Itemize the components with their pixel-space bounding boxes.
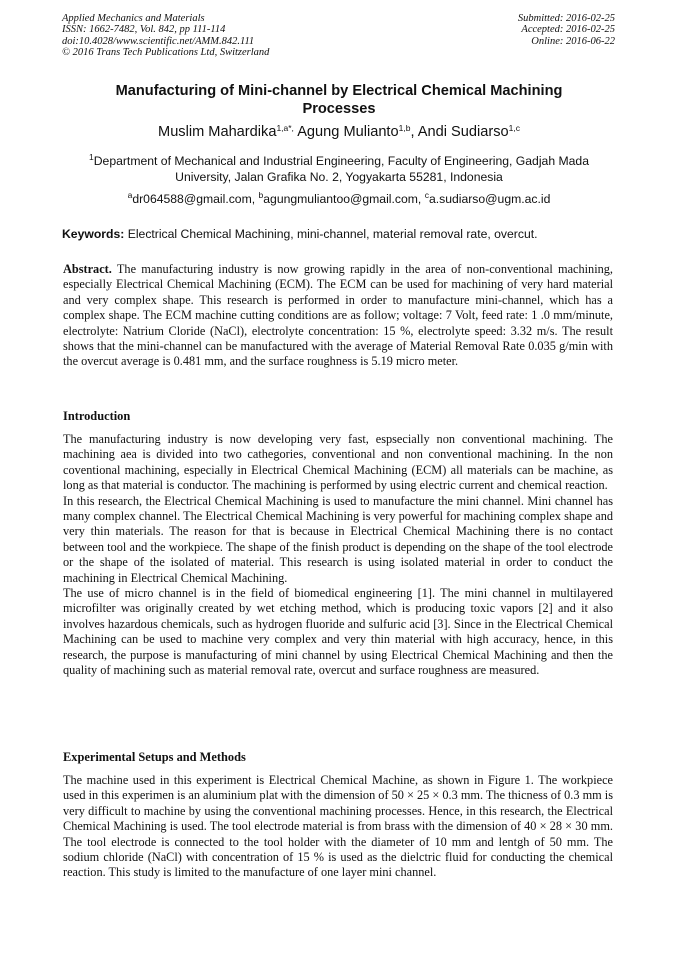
paragraph: In this research, the Electrical Chemical Machining is used to manufacture the mini channel. Mini channel has many complex channel. The Electrical Chemical Machining is very powerful for machining complex shape and very thin materials. The reason for that is because in Electrical Chemical Machining there is no contact between tool and the workpiece. The shape of the finish product is depending on the shape of the tool electrode or the shape of the isolated of material. This research is using isolated material in order to conduct the machining in Electrical Chemical Machining. (63, 493, 613, 585)
author-sup: 1,c (508, 123, 520, 133)
author-sup: 1,b (398, 123, 411, 133)
section-heading-introduction: Introduction (63, 409, 131, 423)
journal-issn: ISSN: 1662-7482, Vol. 842, pp 111-114 (62, 24, 226, 36)
paragraph: The manufacturing industry is now developing very fast, espsecially non conventional machining. The machining aea is divided into two cathegories, conventional and non conventional machining. In the non coventional machining, especially in Electrical Chemical Machining (ECM) all materials can be machine, as long as that material is conductor. The machining is performed by using electric current and chemical reaction. (63, 432, 613, 493)
submitted-date: Submitted: 2016-02-25 (517, 13, 615, 24)
journal-name: Applied Mechanics and Materials (62, 13, 205, 24)
abstract-text: The manufacturing industry is now growing rapidly in the area of non-conventional machining, especially Electrical Chemical Machining (ECM). The ECM can be used for machining of very hard material and very complex shape. This research is performed in order to manufacture mini-channel, which has a complex shape. The ECM machine cutting conditions are as follow; voltage: 7 Volt, feed rate: 1 .0 mm/minute, electrolyte: Natrium Cloride (NaCl), electrolyte concentration: 15 %, electrolyte speed: 3.32 m/s. The result shows that the mini-channel can be manufactured with the average of Material Removal Rate 0.035 g/min with the overcut average is 0.481 mm, and the surface roughness is 5.19 micro meter. (63, 262, 613, 369)
introduction-body (63, 432, 613, 679)
publication-dates (518, 13, 615, 47)
author-name: Agung Mulianto (297, 124, 399, 140)
accepted-date: Accepted: 2016-02-25 (521, 24, 615, 36)
email-sup: b (258, 190, 264, 200)
paper-title (62, 82, 616, 118)
author-sup: 1,a*, (276, 123, 294, 133)
abstract (63, 262, 613, 370)
paragraph: The use of micro channel is in the field of biomedical engineering [1]. The mini channel in multilayered microfilter was originally created by wet etching method, which is producing toxic vapors [2] and it also involves hazardous chemicals, such as hydrogen fluoride and sulfuric acid [3]. Since in the Electrical Chemical Machining can be used to machine very complex and very thin material with high accuracy, hence, in this research, the purpose is manufacturing of mini channel by using Electrical Chemical Machining and then the quality of machining such as material removal rate, overcut and surface roughness are measured. (63, 586, 613, 678)
affiliation-line: University, Jalan Grafika No. 2, Yogyakarta 55281, Indonesia (175, 170, 503, 184)
author-list: Muslim Mahardika$^{1,a*,}$ Agung Mulianto$^{1,b}$, Andi Sudiarso$^{1,c}$ (158, 123, 520, 140)
affiliation-line: Department of Mechanical and Industrial Engineering, Faculty of Engineering, Gadjah Mada (93, 154, 589, 168)
methods-body (63, 773, 613, 881)
author-email: dr064588@gmail.com (132, 192, 252, 206)
journal-info (62, 13, 269, 59)
title-line: Processes (302, 101, 376, 117)
author-name: Muslim Mahardika (158, 124, 277, 140)
journal-copyright: © 2016 Trans Tech Publications Ltd, Switzerland (62, 47, 270, 59)
email-sup: c (424, 190, 429, 200)
affiliation (62, 153, 616, 185)
paragraph: The machine used in this experiment is Electrical Chemical Machine, as shown in Figure 1. The workpiece used in this experimen is an aluminium plat with the dimension of 50 × 25 × 0.3 mm. The thicness of 0.3 mm is very difficult to machine by using the conventional machining processes. Hence, in this research, the Electrical Chemical Machining is used. The tool electrode material is from brass with the dimension of 40 × 28 × 30 mm. The tool electrode is connected to the tool holder with the diameter of 10 mm and lentgh of 50 mm. The sodium chloride (NaCl) with concentration of 15 % is used as the dielctric fluid for conducting the chemical reaction. This study is limited to the manufacture of one layer mini channel. (63, 773, 613, 880)
journal-doi: doi:10.4028/www.scientific.net/AMM.842.111 (62, 35, 255, 47)
affiliation-sup: 1 (89, 152, 94, 162)
keywords (62, 227, 616, 241)
author-name: Andi Sudiarso (417, 124, 509, 140)
title-line: Manufacturing of Mini-channel by Electrical Chemical Machining (115, 83, 563, 99)
abstract-label: Abstract. (63, 262, 112, 276)
author-email: a.sudiarso@ugm.ac.id (428, 192, 551, 206)
keywords-label: Keywords: (62, 227, 125, 241)
email-separator: , (251, 192, 259, 206)
email-separator: , (417, 192, 425, 206)
email-list (62, 192, 616, 206)
section-heading-methods: Experimental Setups and Methods (63, 750, 246, 764)
email-sup: a (127, 190, 133, 200)
online-date: Online: 2016-06-22 (531, 35, 615, 47)
author-email: agungmuliantoo@gmail.com (263, 192, 418, 206)
keywords-text: Electrical Chemical Machining, mini-channel, material removal rate, overcut. (124, 227, 538, 241)
